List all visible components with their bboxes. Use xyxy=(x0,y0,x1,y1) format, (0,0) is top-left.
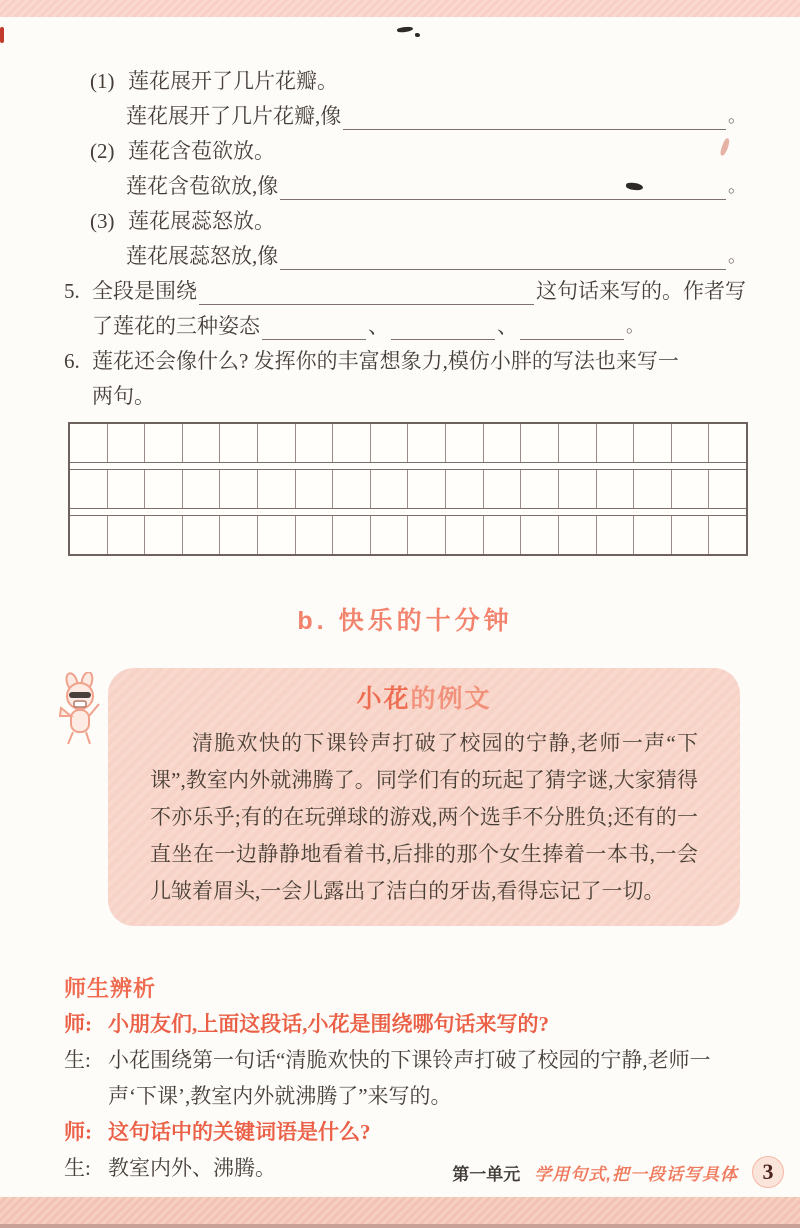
question-5-line2 xyxy=(64,309,746,344)
dialogue-teacher-1 xyxy=(64,1006,746,1042)
bottom-decor-band xyxy=(0,1197,800,1228)
grid-cell xyxy=(333,470,371,508)
grid-cell xyxy=(333,516,371,554)
answer-blank xyxy=(280,245,726,270)
grid-separator xyxy=(70,508,746,516)
grid-cell xyxy=(597,424,635,462)
grid-cell xyxy=(296,424,334,462)
grid-cell xyxy=(559,424,597,462)
exercise-number: (1) xyxy=(90,69,115,93)
writing-grid xyxy=(68,422,748,556)
grid-cell xyxy=(634,516,672,554)
speaker-label: 师: xyxy=(64,1120,92,1144)
grid-cell xyxy=(597,516,635,554)
example-box xyxy=(108,668,740,926)
q5-prefix: 全段是围绕 xyxy=(92,279,197,303)
grid-cell xyxy=(145,470,183,508)
grid-separator xyxy=(70,462,746,470)
exercise-2-fill xyxy=(64,169,746,204)
grid-cell xyxy=(371,516,409,554)
grid-cell xyxy=(183,470,221,508)
grid-cell xyxy=(484,424,522,462)
exercise-1-statement xyxy=(64,64,746,99)
section-heading: b. 快乐的十分钟 xyxy=(297,607,513,635)
answer-blank xyxy=(262,315,366,340)
list-separator: 、 xyxy=(497,314,518,338)
grid-cell xyxy=(521,516,559,554)
exercise-text: 莲花含苞欲放。 xyxy=(128,139,275,163)
grid-cell xyxy=(559,470,597,508)
list-separator: 、 xyxy=(368,314,389,338)
exercise-number: (2) xyxy=(90,139,115,163)
fill-suffix: 。 xyxy=(728,106,746,126)
grid-cell xyxy=(672,470,710,508)
dialogue-teacher-2 xyxy=(64,1114,746,1150)
grid-cell xyxy=(446,424,484,462)
exercise-number: (3) xyxy=(90,209,115,233)
grid-cell xyxy=(521,424,559,462)
answer-blank xyxy=(391,315,495,340)
dialogue-text: 小朋友们,上面这段话,小花是围绕哪句话来写的? xyxy=(108,1012,549,1036)
question-number: 6. xyxy=(64,349,80,373)
dialogue-heading: 师生辨析 xyxy=(64,976,157,1001)
fill-suffix: 。 xyxy=(728,246,746,266)
question-number: 5. xyxy=(64,279,80,303)
dialogue-text: 这句话中的关键词语是什么? xyxy=(108,1120,371,1144)
grid-cell xyxy=(484,516,522,554)
grid-cell xyxy=(559,516,597,554)
grid-cell xyxy=(446,470,484,508)
grid-cell xyxy=(408,470,446,508)
grid-row xyxy=(70,516,746,554)
grid-cell xyxy=(521,470,559,508)
question-5-line1 xyxy=(64,274,746,309)
answer-blank xyxy=(343,105,726,130)
exercise-text: 莲花展开了几片花瓣。 xyxy=(128,69,338,93)
q5-suffix: 这句话来写的。作者写 xyxy=(536,279,746,303)
footer-unit-label: 第一单元 xyxy=(452,1164,521,1184)
grid-cell xyxy=(484,470,522,508)
question-6-line2 xyxy=(64,379,746,414)
page-number-badge: 3 xyxy=(752,1156,784,1188)
grid-cell xyxy=(108,470,146,508)
grid-cell xyxy=(597,470,635,508)
grid-cell xyxy=(258,424,296,462)
grid-cell xyxy=(145,516,183,554)
grid-cell xyxy=(145,424,183,462)
exercise-text: 莲花展蕊怒放。 xyxy=(128,209,275,233)
fill-prefix: 莲花展开了几片花瓣,像 xyxy=(126,104,342,128)
grid-cell xyxy=(108,516,146,554)
grid-row xyxy=(70,470,746,508)
grid-cell xyxy=(296,516,334,554)
fill-prefix: 莲花含苞欲放,像 xyxy=(126,174,279,198)
grid-cell xyxy=(408,516,446,554)
exercise-1-fill xyxy=(64,99,746,134)
dialogue-text: 小花围绕第一句话“清脆欢快的下课铃声打破了校园的宁静,老师一声‘下课’,教室内外就沸腾了”来写的。 xyxy=(108,1048,711,1108)
grid-cell xyxy=(709,470,746,508)
grid-cell xyxy=(220,470,258,508)
answer-blank xyxy=(520,315,624,340)
grid-row xyxy=(70,424,746,462)
fill-suffix: 。 xyxy=(728,176,746,196)
exercise-3-fill xyxy=(64,239,746,274)
example-paragraph: 清脆欢快的下课铃声打破了校园的宁静,老师一声“下课”,教室内外就沸腾了。同学们有的玩起了猜字谜,大家猜得不亦乐乎;有的在玩弹球的游戏,两个选手不分胜负;还有的一直坐在一边静静地看着书,后排的那个女生捧着一本书,一会儿皱着眉头,一会儿露出了洁白的牙齿,看得忘记了一切。 xyxy=(150,731,698,903)
grid-cell xyxy=(408,424,446,462)
fill-prefix: 莲花展蕊怒放,像 xyxy=(126,244,279,268)
exercise-2-statement xyxy=(64,134,746,169)
example-box-title-rest: 的例文 xyxy=(410,686,492,713)
speaker-label: 师: xyxy=(64,1012,92,1036)
dialogue-text: 教室内外、沸腾。 xyxy=(108,1156,276,1180)
footer-subtitle: 学用句式,把一段话写具体 xyxy=(534,1164,738,1184)
speaker-label: 生: xyxy=(64,1156,91,1180)
question-6-line1 xyxy=(64,344,746,379)
grid-cell xyxy=(70,424,108,462)
grid-cell xyxy=(371,424,409,462)
dialogue-student-1 xyxy=(64,1042,746,1114)
grid-cell xyxy=(296,470,334,508)
grid-cell xyxy=(220,516,258,554)
grid-cell xyxy=(220,424,258,462)
example-box-title xyxy=(150,680,698,719)
answer-blank xyxy=(199,280,534,305)
grid-cell xyxy=(672,516,710,554)
grid-cell xyxy=(446,516,484,554)
answer-blank xyxy=(280,175,726,200)
exercise-3-statement xyxy=(64,204,746,239)
rabbit-mascot-icon xyxy=(56,672,106,756)
q6-text: 莲花还会像什么? 发挥你的丰富想象力,模仿小胖的写法也来写一 xyxy=(92,349,679,373)
q5-line2-prefix: 了莲花的三种姿态 xyxy=(92,314,260,338)
grid-cell xyxy=(183,516,221,554)
grid-cell xyxy=(709,424,746,462)
grid-cell xyxy=(634,424,672,462)
grid-cell xyxy=(258,516,296,554)
grid-cell xyxy=(709,516,746,554)
grid-cell xyxy=(70,516,108,554)
grid-cell xyxy=(672,424,710,462)
q6-text-wrap: 两句。 xyxy=(92,384,155,408)
page-footer xyxy=(452,1156,784,1188)
grid-cell xyxy=(108,424,146,462)
grid-cell xyxy=(258,470,296,508)
grid-cell xyxy=(183,424,221,462)
grid-cell xyxy=(70,470,108,508)
example-box-title-main: 小花 xyxy=(356,685,411,713)
grid-cell xyxy=(634,470,672,508)
grid-cell xyxy=(371,470,409,508)
sentence-period: 。 xyxy=(626,316,644,336)
speaker-label: 生: xyxy=(64,1048,91,1072)
grid-cell xyxy=(333,424,371,462)
